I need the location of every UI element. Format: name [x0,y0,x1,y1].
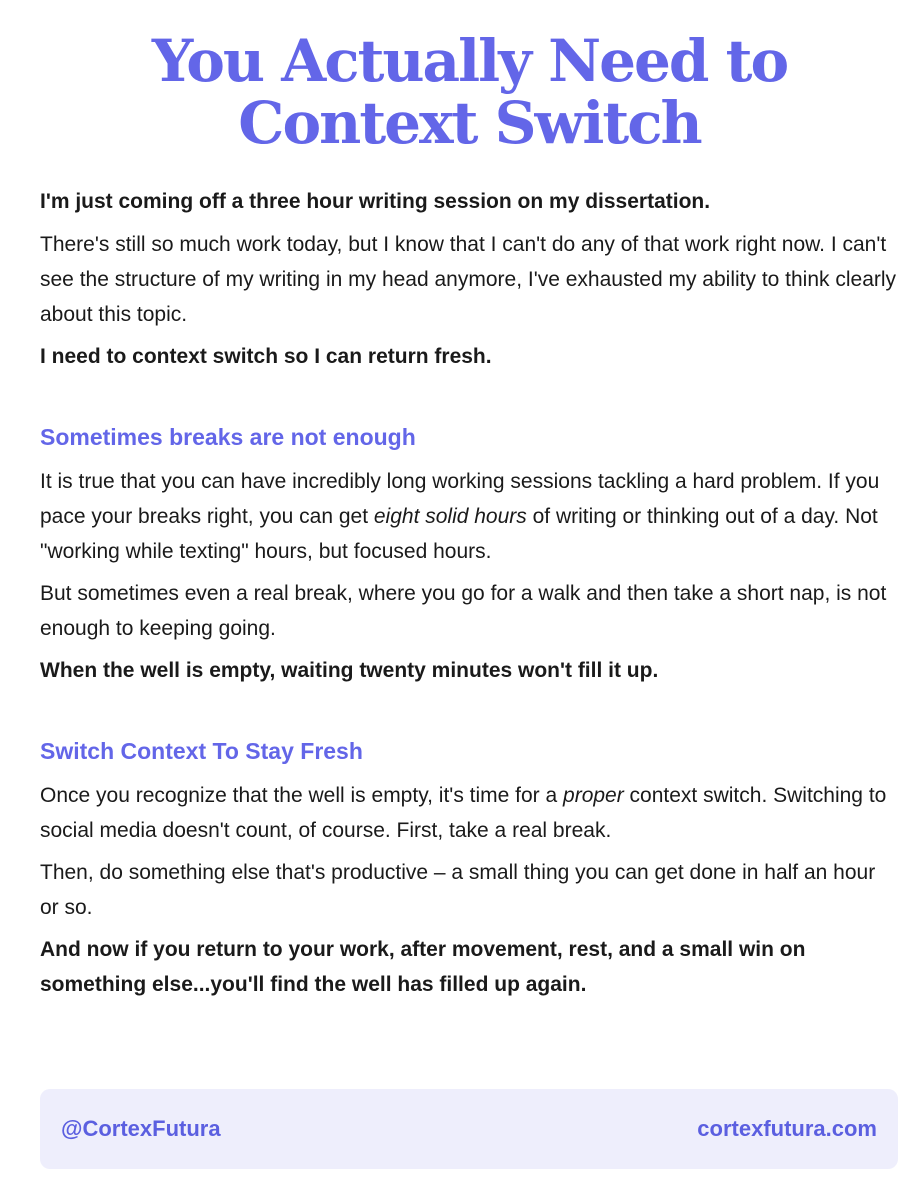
article [40,27,899,1009]
intro-conclusion: I need to context switch so I can return fresh. [40,345,492,368]
intro-paragraph: There's still so much work today, but I know that I can't do any of that work right now. I can't see the structure of my writing in my head anymore, I've exhausted my ability to think clearly about this topic. [40,233,897,326]
page-title: You Actually Need to Context Switch [151,27,788,157]
section2-paragraph-2: Then, do something else that's productive – a small thing you can get done in half an hour or so. [40,861,876,919]
section1-paragraph-1 [40,464,899,569]
section2-paragraph-1 [40,778,899,848]
intro-lead: I'm just coming off a three hour writing session on my dissertation. [40,190,711,213]
section1-p1-text-before: It is true that you can have incredibly long working sessions tackling a hard problem. If you pace your breaks right, you can get [40,470,880,528]
section-heading-breaks: Sometimes breaks are not enough [40,424,416,450]
section-heading-switch-context: Switch Context To Stay Fresh [40,738,363,764]
section2-p1-text-before: Once you recognize that the well is empty, it's time for a [40,784,564,807]
section1-paragraph-2: But sometimes even a real break, where you go for a walk and then take a short nap, is not enough to keeping going. [40,582,887,640]
section1-p1-text-after: of writing or thinking out of a day. Not "working while texting" hours, but focused hours. [40,505,878,563]
section2-p1-emphasis: proper [563,784,624,807]
twitter-handle[interactable]: @CortexFutura [61,1116,221,1141]
section2-conclusion: And now if you return to your work, after movement, rest, and a small win on something else...you'll find the well has filled up again. [40,938,806,996]
section2-p1-text-after: context switch. Switching to social media doesn't count, of course. First, take a real break. [40,784,887,842]
website-link[interactable]: cortexfutura.com [697,1116,877,1141]
section1-p1-emphasis: eight solid hours [373,505,527,528]
section1-conclusion: When the well is empty, waiting twenty minutes won't fill it up. [40,659,659,682]
footer-bar [40,1089,898,1169]
